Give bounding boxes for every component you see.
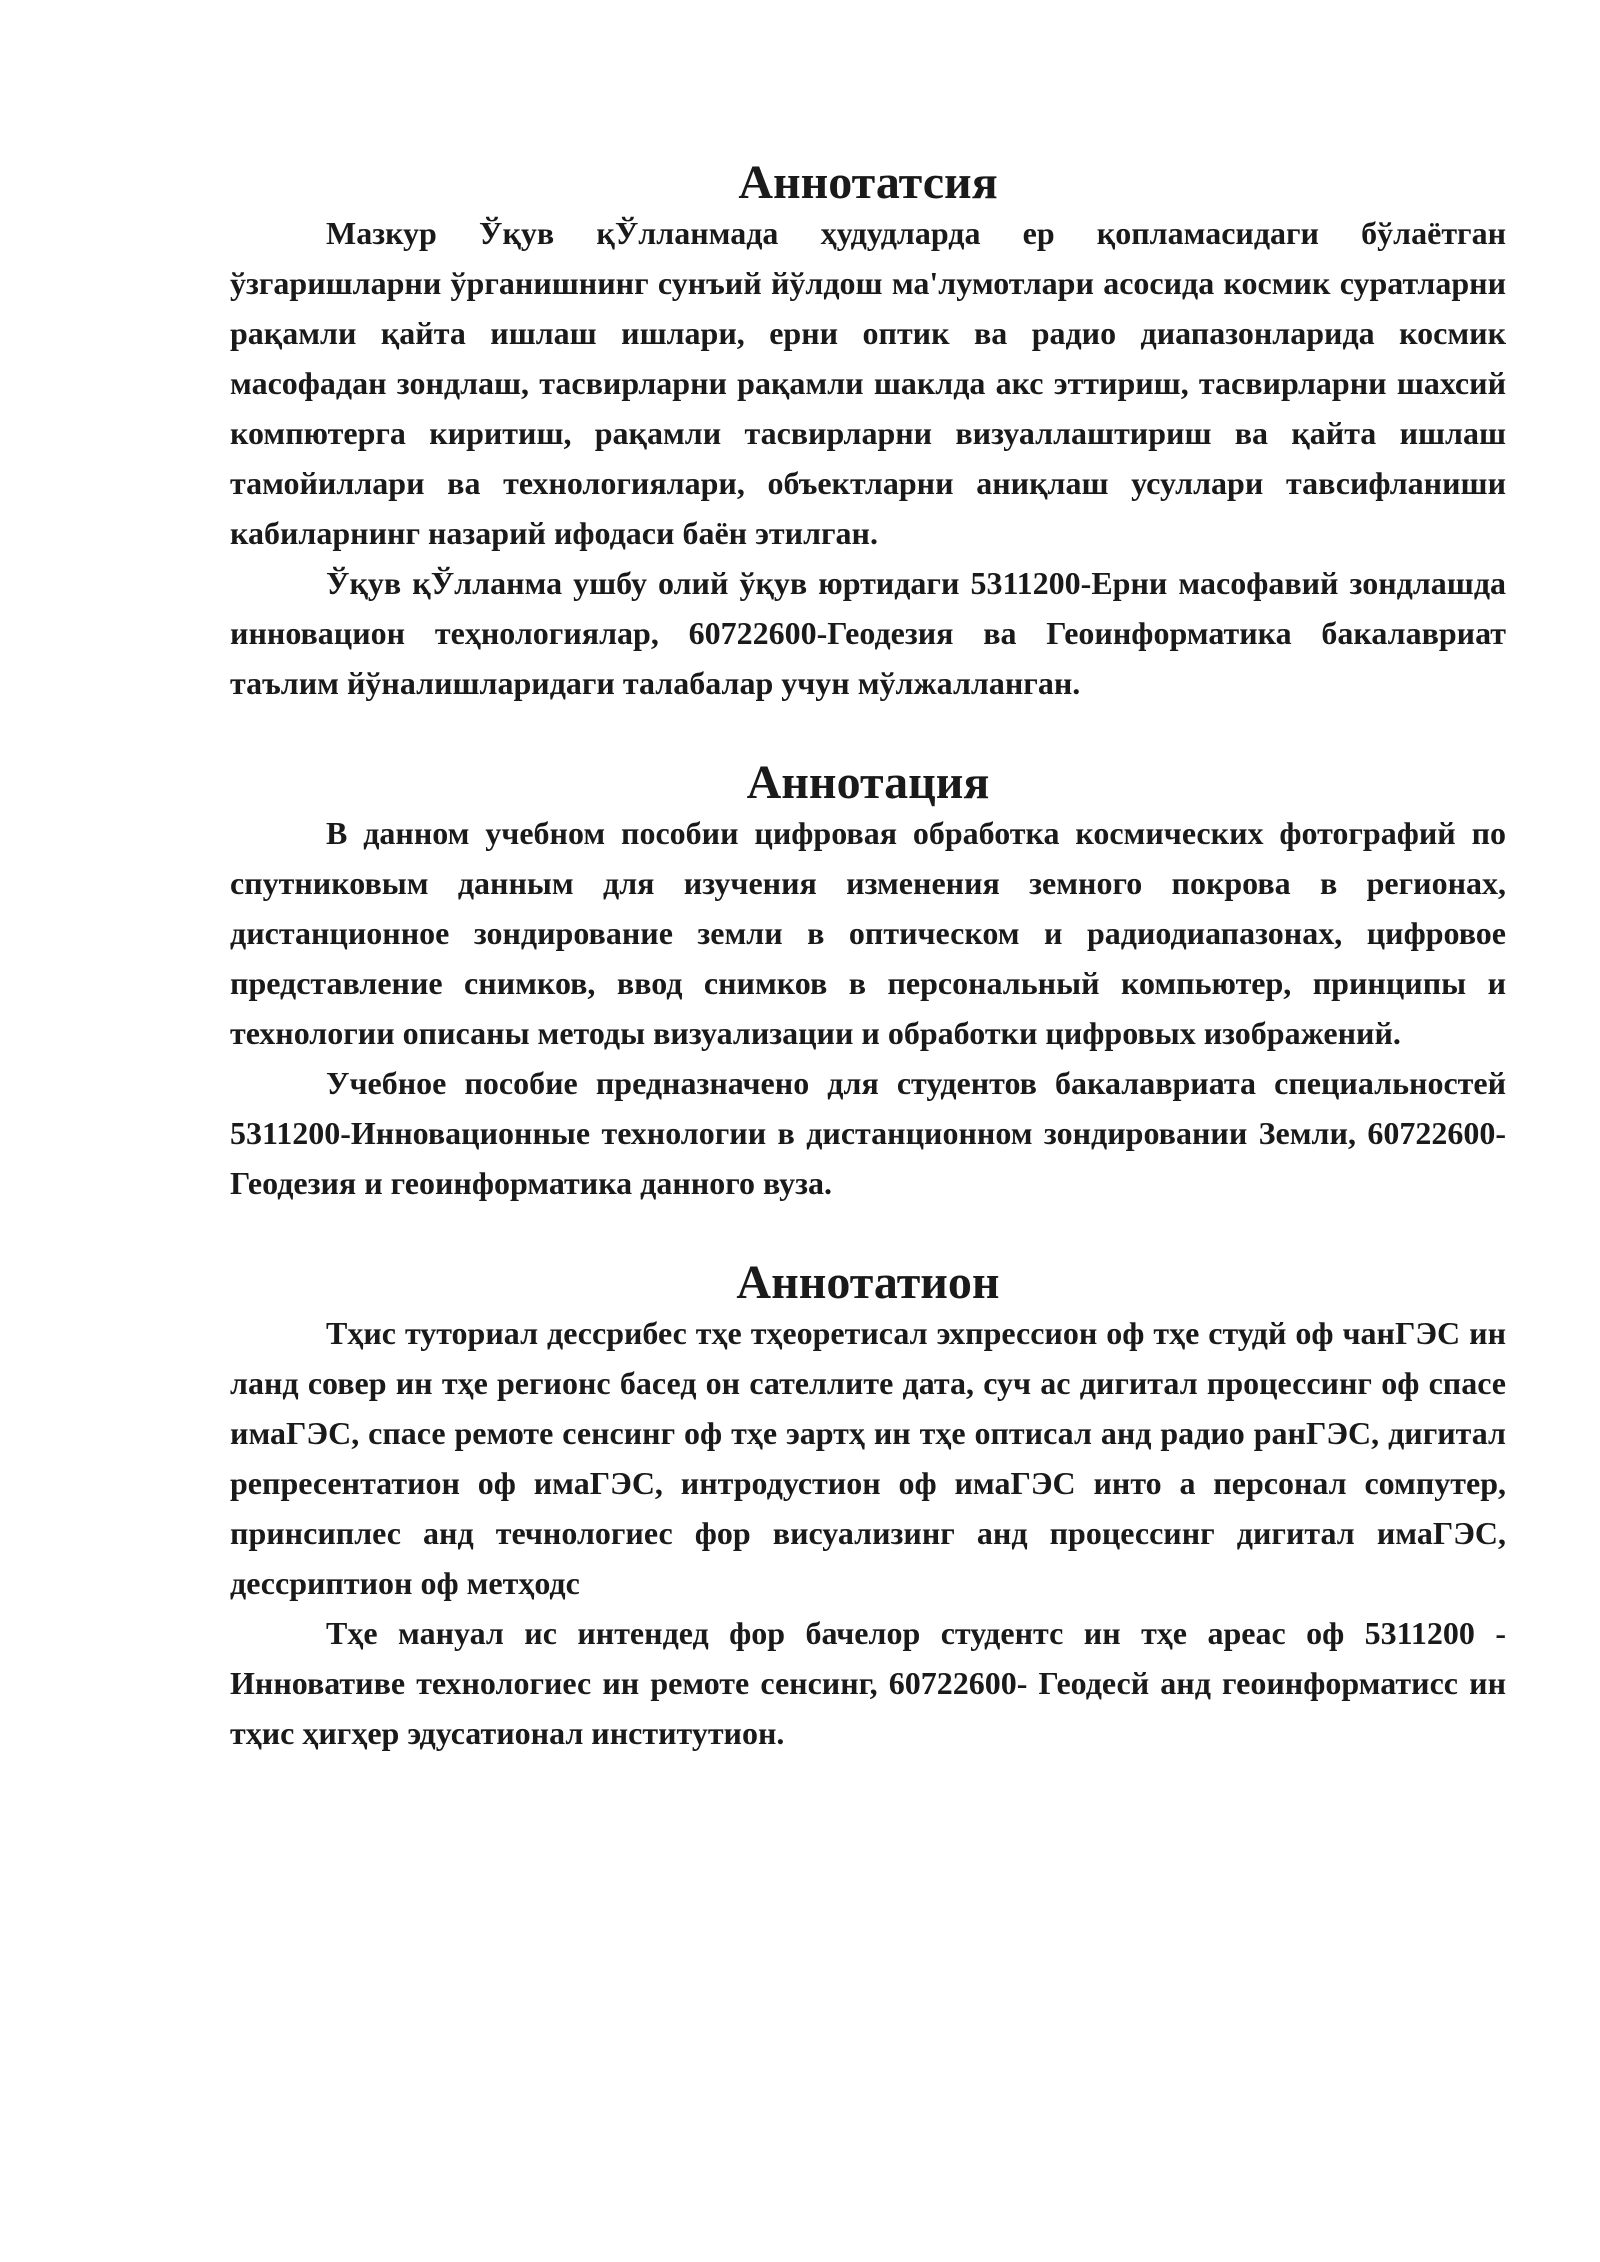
- annotation-russian: [230, 758, 1506, 1208]
- document-page: [230, 158, 1506, 1758]
- section-title: Аннотация: [746, 756, 990, 809]
- annotation-english-transliterated: [230, 1258, 1506, 1758]
- section-spacer: [230, 708, 1506, 758]
- paragraph: Учебное пособие предназначено для студентов бакалавриата специальностей 5311200-Инновационные технологии в дистанционном зондировании Земли, 60722600-Геодезия и геоинформатика данного вуза.: [230, 1065, 1506, 1201]
- paragraph: В данном учебном пособии цифровая обработка космических фотографий по спутниковым данным для изучения изменения земного покрова в регионах, дистанционное зондирование земли в оптическом и радиодиапазонах, цифровое представление снимков, ввод снимков в персональный компьютер, принципы и технологии описаны методы визуализации и обработки цифровых изображений.: [230, 815, 1506, 1051]
- section-spacer: [230, 1208, 1506, 1258]
- paragraph: Мазкур Ўқув қЎлланмада ҳудудларда ер қопламасидаги бўлаётган ўзгаришларни ўрганишнинг сунъий йўлдош ма'лумотлари асосида космик суратларни рақамли қайта ишлаш ишлари, ерни оптик ва радио диапазонларида космик масофадан зондлаш, тасвирларни рақамли шаклда акс эттириш, тасвирларни шахсий компютерга киритиш, рақамли тасвирларни визуаллаштириш ва қайта ишлаш тамойиллари ва технологиялари, объектларни аниқлаш усуллари тавсифланиши кабиларнинг назарий ифодаси баён этилган.: [230, 215, 1506, 551]
- section-title: Аннотатсия: [738, 156, 998, 209]
- paragraph: Тҳе мануал ис интендед фор бачелор студентс ин тҳе ареас оф 5311200 - Инновативе технологиес ин ремоте сенсинг, 60722600- Геодесй анд геоинформатисс ин тҳис ҳигҳер эдусатионал институтион.: [230, 1615, 1506, 1751]
- paragraph: Ўқув қЎлланма ушбу олий ўқув юртидаги 5311200-Ерни масофавий зондлашда инновацион теҳнологиялар, 60722600-Геодезия ва Геоинформатика бакалавриат таълим йўналишларидаги талабалар учун мўлжалланган.: [230, 565, 1506, 701]
- paragraph: Тҳис туториал дессрибес тҳе тҳеоретисал эхпрессион оф тҳе студй оф чанГЭС ин ланд совер ин тҳе регионс басед он сателлите дата, суч ас дигитал процессинг оф спасе имаГЭС, спасе ремоте сенсинг оф тҳе эартҳ ин тҳе оптисал анд радио ранГЭС, дигитал репресентатион оф имаГЭС, интродустион оф имаГЭС инто а персонал сомпутер, принсиплес анд течнологиес фор висуализинг анд процессинг дигитал имаГЭС, дессриптион оф метҳодс: [230, 1315, 1506, 1601]
- annotation-uzbek: [230, 158, 1506, 708]
- section-title: Аннотатион: [736, 1256, 1000, 1309]
